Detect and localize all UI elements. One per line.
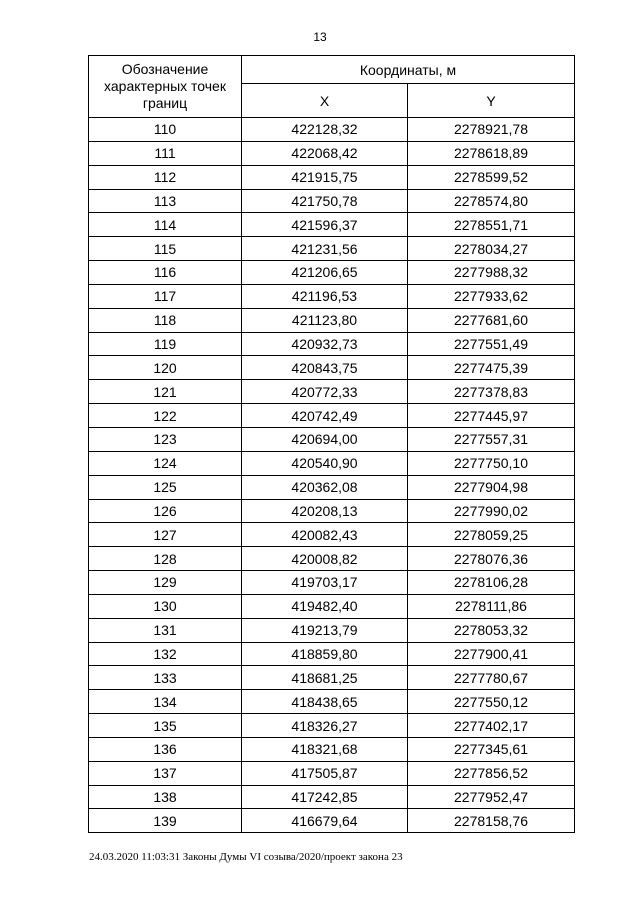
table-row <box>89 571 575 595</box>
table-row <box>89 404 575 428</box>
coordinates-table <box>88 55 575 833</box>
point-cell: 126 <box>89 499 242 523</box>
y-cell: 2277551,49 <box>408 332 575 356</box>
table-row <box>89 213 575 237</box>
x-cell: 420932,73 <box>242 332 408 356</box>
x-cell: 419213,79 <box>242 618 408 642</box>
header-point-designation: Обозначение характерных точек границ <box>89 56 242 118</box>
point-cell: 128 <box>89 547 242 571</box>
table-row <box>89 356 575 380</box>
point-cell: 111 <box>89 141 242 165</box>
point-cell: 115 <box>89 237 242 261</box>
point-cell: 110 <box>89 118 242 142</box>
y-cell: 2277780,67 <box>408 666 575 690</box>
table-row <box>89 427 575 451</box>
y-cell: 2277904,98 <box>408 475 575 499</box>
table-row <box>89 451 575 475</box>
y-cell: 2277750,10 <box>408 451 575 475</box>
table-row <box>89 666 575 690</box>
table-row <box>89 594 575 618</box>
table-row <box>89 237 575 261</box>
x-cell: 420082,43 <box>242 523 408 547</box>
point-cell: 121 <box>89 380 242 404</box>
x-cell: 420008,82 <box>242 547 408 571</box>
y-cell: 2277557,31 <box>408 427 575 451</box>
x-cell: 421915,75 <box>242 165 408 189</box>
y-cell: 2277378,83 <box>408 380 575 404</box>
point-cell: 127 <box>89 523 242 547</box>
x-cell: 418859,80 <box>242 642 408 666</box>
x-cell: 421231,56 <box>242 237 408 261</box>
x-cell: 421196,53 <box>242 284 408 308</box>
table-row <box>89 547 575 571</box>
y-cell: 2278111,86 <box>408 594 575 618</box>
x-cell: 420694,00 <box>242 427 408 451</box>
table-body <box>89 118 575 833</box>
y-cell: 2277933,62 <box>408 284 575 308</box>
table-row <box>89 308 575 332</box>
y-cell: 2278059,25 <box>408 523 575 547</box>
y-cell: 2278551,71 <box>408 213 575 237</box>
y-cell: 2277856,52 <box>408 761 575 785</box>
point-cell: 112 <box>89 165 242 189</box>
x-cell: 421206,65 <box>242 261 408 285</box>
point-cell: 136 <box>89 737 242 761</box>
table-row <box>89 690 575 714</box>
x-cell: 421123,80 <box>242 308 408 332</box>
y-cell: 2277990,02 <box>408 499 575 523</box>
point-cell: 134 <box>89 690 242 714</box>
y-cell: 2278076,36 <box>408 547 575 571</box>
page-number: 13 <box>313 30 327 44</box>
y-cell: 2278034,27 <box>408 237 575 261</box>
x-cell: 421596,37 <box>242 213 408 237</box>
y-cell: 2277475,39 <box>408 356 575 380</box>
x-cell: 419482,40 <box>242 594 408 618</box>
y-cell: 2278106,28 <box>408 571 575 595</box>
table-row <box>89 499 575 523</box>
x-cell: 420362,08 <box>242 475 408 499</box>
table-row <box>89 642 575 666</box>
y-cell: 2277402,17 <box>408 714 575 738</box>
x-cell: 420742,49 <box>242 404 408 428</box>
point-cell: 119 <box>89 332 242 356</box>
x-cell: 422068,42 <box>242 141 408 165</box>
table-row <box>89 165 575 189</box>
x-cell: 420208,13 <box>242 499 408 523</box>
table-row <box>89 785 575 809</box>
point-cell: 129 <box>89 571 242 595</box>
point-cell: 124 <box>89 451 242 475</box>
x-cell: 422128,32 <box>242 118 408 142</box>
table-row <box>89 284 575 308</box>
table-row <box>89 475 575 499</box>
x-cell: 420540,90 <box>242 451 408 475</box>
table-row <box>89 118 575 142</box>
x-cell: 418321,68 <box>242 737 408 761</box>
y-cell: 2278574,80 <box>408 189 575 213</box>
y-cell: 2278599,52 <box>408 165 575 189</box>
y-cell: 2278158,76 <box>408 809 575 833</box>
x-cell: 419703,17 <box>242 571 408 595</box>
point-cell: 118 <box>89 308 242 332</box>
table-row <box>89 523 575 547</box>
point-cell: 138 <box>89 785 242 809</box>
y-cell: 2277681,60 <box>408 308 575 332</box>
x-cell: 417242,85 <box>242 785 408 809</box>
point-cell: 120 <box>89 356 242 380</box>
y-cell: 2277445,97 <box>408 404 575 428</box>
point-cell: 130 <box>89 594 242 618</box>
x-cell: 421750,78 <box>242 189 408 213</box>
y-cell: 2277988,32 <box>408 261 575 285</box>
point-cell: 116 <box>89 261 242 285</box>
x-cell: 420843,75 <box>242 356 408 380</box>
y-cell: 2277900,41 <box>408 642 575 666</box>
table-row <box>89 737 575 761</box>
point-cell: 131 <box>89 618 242 642</box>
header-coordinates: Координаты, м <box>242 56 575 84</box>
x-cell: 418438,65 <box>242 690 408 714</box>
y-cell: 2277550,12 <box>408 690 575 714</box>
y-cell: 2278053,32 <box>408 618 575 642</box>
point-cell: 132 <box>89 642 242 666</box>
point-cell: 122 <box>89 404 242 428</box>
header-y: Y <box>408 84 575 118</box>
point-cell: 133 <box>89 666 242 690</box>
footer-stamp: 24.03.2020 11:03:31 Законы Думы VI созыва/2020/проект закона 23 <box>89 851 403 863</box>
x-cell: 420772,33 <box>242 380 408 404</box>
x-cell: 418681,25 <box>242 666 408 690</box>
table-row <box>89 261 575 285</box>
point-cell: 117 <box>89 284 242 308</box>
point-cell: 135 <box>89 714 242 738</box>
point-cell: 137 <box>89 761 242 785</box>
point-cell: 123 <box>89 427 242 451</box>
table-row <box>89 809 575 833</box>
point-cell: 114 <box>89 213 242 237</box>
table-row <box>89 761 575 785</box>
table-row <box>89 332 575 356</box>
table-row <box>89 189 575 213</box>
x-cell: 418326,27 <box>242 714 408 738</box>
table-row <box>89 618 575 642</box>
point-cell: 125 <box>89 475 242 499</box>
point-cell: 113 <box>89 189 242 213</box>
x-cell: 417505,87 <box>242 761 408 785</box>
table-row <box>89 141 575 165</box>
y-cell: 2277952,47 <box>408 785 575 809</box>
point-cell: 139 <box>89 809 242 833</box>
y-cell: 2278921,78 <box>408 118 575 142</box>
x-cell: 416679,64 <box>242 809 408 833</box>
header-x: X <box>242 84 408 118</box>
y-cell: 2277345,61 <box>408 737 575 761</box>
table-row <box>89 380 575 404</box>
y-cell: 2278618,89 <box>408 141 575 165</box>
table-row <box>89 714 575 738</box>
